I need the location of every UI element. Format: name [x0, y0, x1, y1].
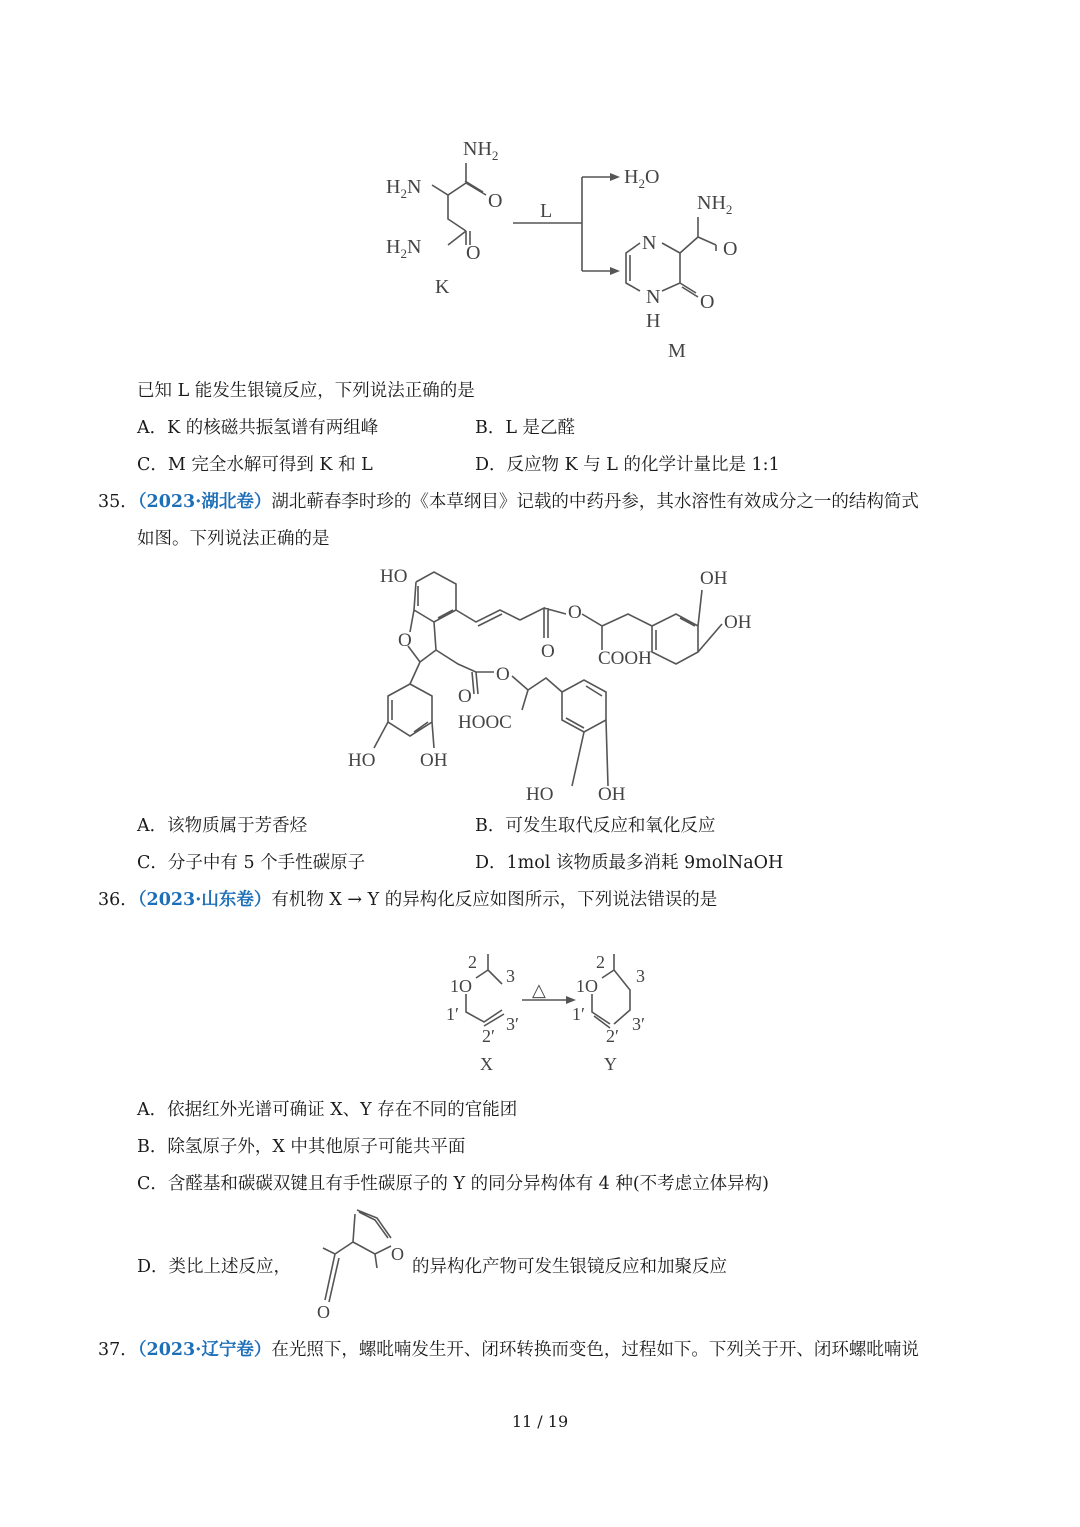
question-number: 35． — [98, 492, 138, 512]
q35-option-c[interactable]: C．分子中有 5 个手性碳原子 — [137, 853, 366, 873]
svg-text:O: O — [458, 686, 472, 707]
svg-text:Y: Y — [604, 1054, 617, 1074]
molecule-m — [626, 192, 737, 362]
q34-option-d[interactable]: D．反应物 K 与 L 的化学计量比是 1:1 — [475, 455, 780, 475]
svg-text:O: O — [391, 1244, 404, 1264]
svg-text:O: O — [723, 238, 738, 260]
svg-text:X: X — [480, 1054, 493, 1074]
svg-text:2′: 2′ — [606, 1026, 619, 1046]
q36-stem: 36．（2023·山东卷）有机物 X → Y 的异构化反应如图所示，下列说法错误的是 — [98, 890, 718, 910]
q34-option-b[interactable]: B．L 是乙醛 — [475, 418, 576, 438]
q34-stem: 已知 L 能发生银镜反应，下列说法正确的是 — [137, 381, 475, 401]
svg-text:HO: HO — [526, 784, 554, 805]
svg-text:O: O — [398, 630, 412, 651]
q37-stem: 37．（2023·辽宁卷）在光照下，螺吡喃发生开、闭环转换而变色，过程如下。下列关于开、闭环螺吡喃说 — [98, 1340, 919, 1360]
q35-stem-line1: 35．（2023·湖北卷）湖北蕲春李时珍的《本草纲目》记载的中药丹参，其水溶性有效成分之一的结构简式 — [98, 492, 919, 512]
svg-text:HO: HO — [380, 566, 408, 587]
q35-option-a[interactable]: A．该物质属于芳香烃 — [137, 816, 308, 836]
svg-text:O: O — [496, 664, 510, 685]
water-product: $H_2O$ — [624, 166, 660, 191]
q36-reaction-scheme — [440, 940, 660, 1080]
svg-text:NH2: $NH_2$ — [463, 138, 499, 163]
question-number: 36． — [98, 890, 138, 910]
svg-text:1′: 1′ — [572, 1004, 585, 1024]
svg-text:N: N — [642, 232, 657, 254]
q35-structure — [340, 560, 780, 805]
page-number: 11 / 19 — [511, 1412, 569, 1431]
svg-text:H2N: $H_2N$ — [386, 176, 422, 201]
svg-text:L: L — [540, 200, 553, 222]
source-tag: （2023·湖北卷） — [137, 492, 272, 512]
svg-text:N: N — [646, 286, 661, 308]
svg-text:3′: 3′ — [632, 1014, 645, 1034]
q35-stem-line2: 如图。下列说法正确的是 — [137, 529, 330, 549]
molecule-k — [386, 138, 502, 298]
source-tag: （2023·山东卷） — [137, 890, 272, 910]
q34-option-a[interactable]: A．K 的核磁共振氢谱有两组峰 — [137, 418, 379, 438]
svg-text:2′: 2′ — [482, 1026, 495, 1046]
svg-text:K: K — [435, 276, 450, 298]
q35-option-d[interactable]: D．1mol 该物质最多消耗 9molNaOH — [475, 853, 784, 873]
svg-text:O: O — [541, 641, 555, 662]
svg-text:H2N: $H_2N$ — [386, 236, 422, 261]
svg-text:HOOC: HOOC — [458, 712, 512, 733]
source-tag: （2023·辽宁卷） — [137, 1340, 272, 1360]
svg-text:NH2: $NH_2$ — [697, 192, 733, 217]
svg-text:2: 2 — [596, 952, 605, 972]
svg-text:M: M — [668, 340, 686, 362]
svg-text:3′: 3′ — [506, 1014, 519, 1034]
reaction-arrow — [513, 173, 620, 275]
svg-text:OH: OH — [598, 784, 626, 805]
svg-text:2: 2 — [468, 952, 477, 972]
svg-text:H: H — [646, 310, 661, 332]
q34-option-c[interactable]: C．M 完全水解可得到 K 和 L — [137, 455, 373, 475]
q36-option-d-post: 的异构化产物可发生银镜反应和加聚反应 — [412, 1257, 727, 1277]
svg-text:O: O — [488, 190, 503, 212]
q36-option-b[interactable]: B．除氢原子外，X 中其他原子可能共平面 — [137, 1137, 466, 1157]
q35-option-b[interactable]: B．可发生取代反应和氧化反应 — [475, 816, 716, 836]
question-number: 37． — [98, 1340, 138, 1360]
svg-text:1O: 1O — [450, 976, 472, 996]
svg-text:3: 3 — [636, 966, 645, 986]
svg-text:O: O — [466, 242, 481, 264]
svg-text:O: O — [568, 602, 582, 623]
svg-text:OH: OH — [700, 568, 728, 589]
q36-option-a[interactable]: A．依据红外光谱可确证 X、Y 存在不同的官能团 — [137, 1100, 518, 1120]
q36-option-d-structure — [295, 1200, 415, 1325]
svg-text:3: 3 — [506, 966, 515, 986]
q36-option-c[interactable]: C．含醛基和碳碳双键且有手性碳原子的 Y 的同分异构体有 4 种(不考虑立体异构) — [137, 1174, 769, 1194]
svg-text:△: △ — [532, 980, 546, 1000]
svg-text:OH: OH — [420, 750, 448, 771]
q34-reaction-scheme — [370, 125, 770, 375]
svg-text:1′: 1′ — [446, 1004, 459, 1024]
svg-text:1O: 1O — [576, 976, 598, 996]
q36-option-d-pre[interactable]: D．类比上述反应， — [137, 1257, 292, 1277]
svg-text:COOH: COOH — [598, 648, 652, 669]
svg-text:O: O — [700, 291, 715, 313]
svg-text:O: O — [317, 1302, 330, 1322]
svg-text:OH: OH — [724, 612, 752, 633]
svg-text:HO: HO — [348, 750, 376, 771]
